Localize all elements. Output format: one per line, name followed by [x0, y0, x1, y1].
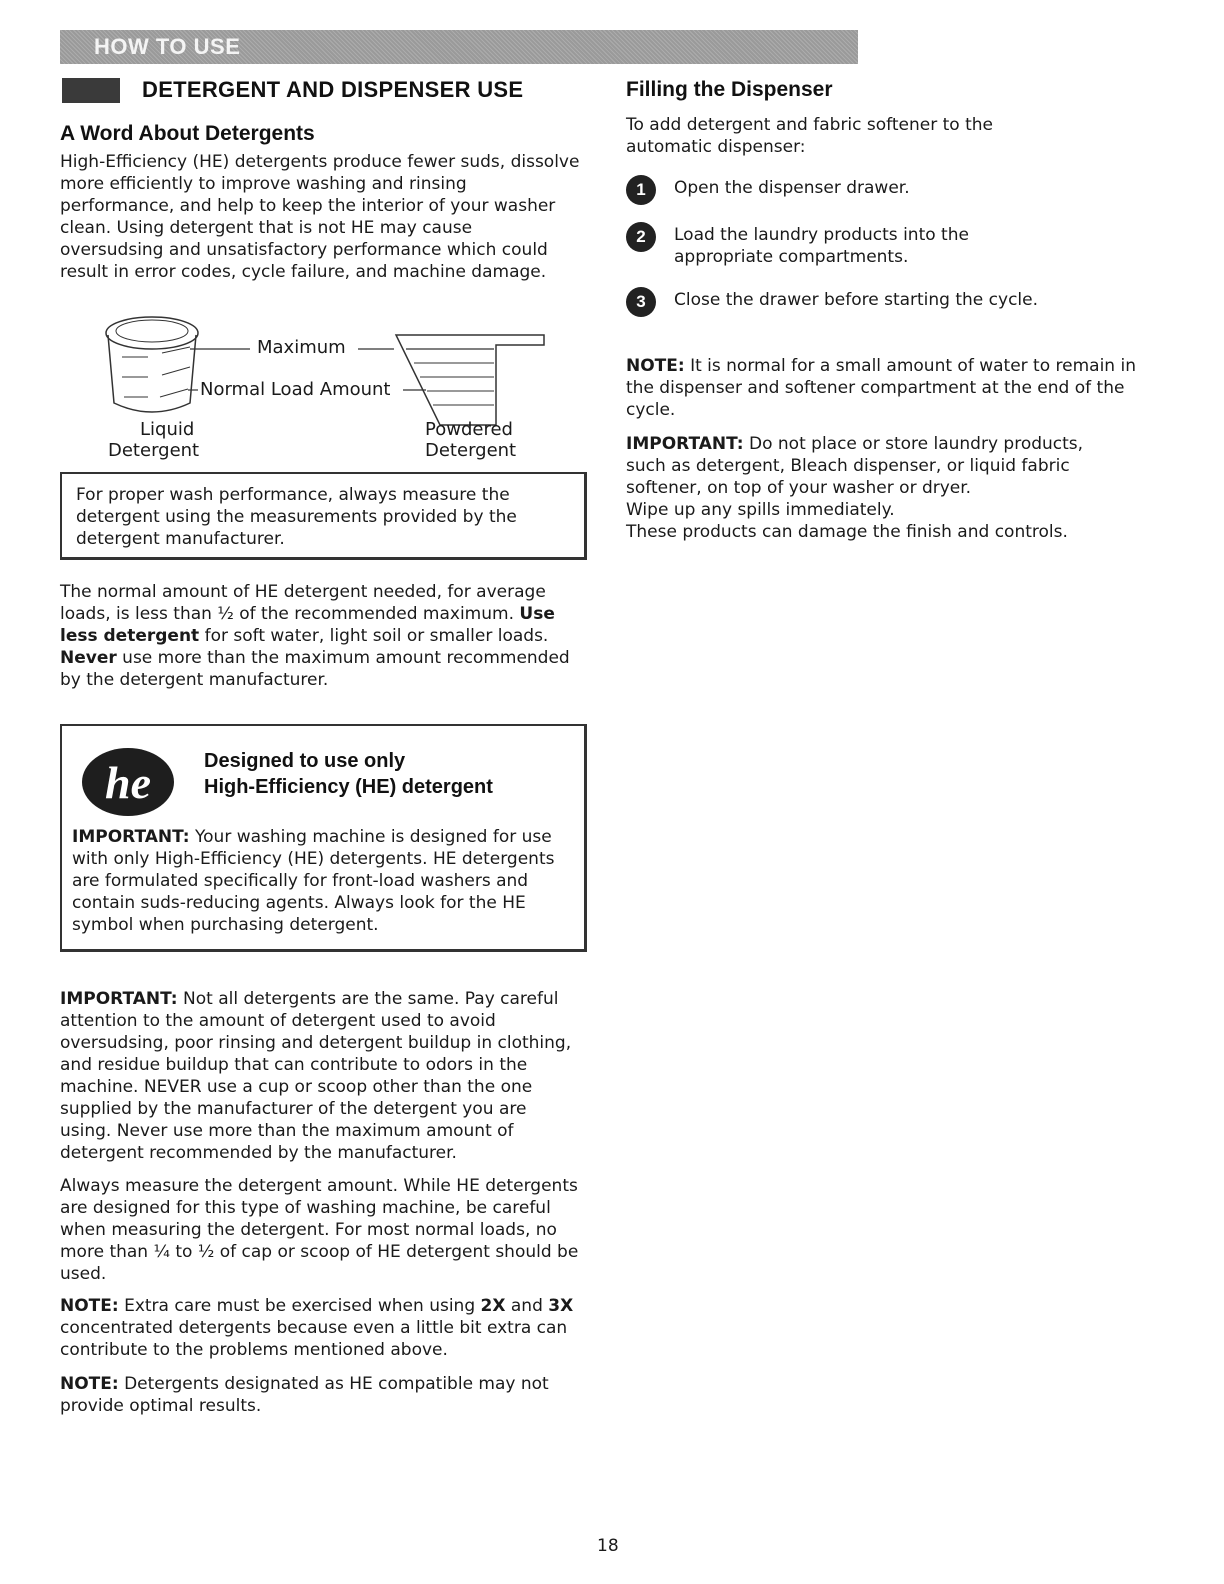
detergent-fill-diagram [100, 305, 570, 465]
he-box-title [204, 748, 493, 800]
step-1-number: 1 [626, 175, 656, 205]
normal-amount-text: The normal amount of HE detergent needed, for average loads, is less than ½ of the recommended maximum. [60, 582, 546, 624]
step-3-number: 3 [626, 287, 656, 317]
note1-label: NOTE: [60, 1296, 119, 1316]
damage-finish-text: These products can damage the finish and controls. [626, 522, 1068, 542]
max-amount-text: use more than the maximum amount recommended by the detergent manufacturer. [60, 648, 570, 690]
note1-3x: 3X [548, 1296, 574, 1316]
soft-water-text: for soft water, light soil or smaller loads. [204, 626, 549, 646]
note-he-compatible-paragraph [60, 1373, 580, 1417]
step-3 [626, 287, 1154, 317]
maximum-label: Maximum [257, 337, 346, 358]
page-number: 18 [597, 1536, 619, 1556]
he-important-label: IMPORTANT: [72, 827, 190, 847]
detergents-heading: A Word About Detergents [60, 122, 315, 145]
he-important-text: Your washing machine is designed for use with only High-Efficiency (HE) detergents. HE detergents are formulated specifically for front-load washers and contain suds-reducing agents. Always look for the HE symbol when purchasing detergent. [72, 827, 555, 935]
important2-text: Not all detergents are the same. Pay careful attention to the amount of detergent used to avoid oversudsing, poor rinsing and detergent buildup in clothing, and residue buildup that can contribute to odors in the machine. NEVER use a cup or scoop other than the one supplied by the manufacturer of the detergent you are using. Never use more than the maximum amount of detergent recommended by the manufacturer. [60, 989, 572, 1163]
powdered-label: Powdered [425, 419, 513, 440]
he-logo-text: he [105, 757, 151, 808]
storage-important-label: IMPORTANT: [626, 434, 744, 454]
liquid-label: Liquid [140, 419, 195, 440]
storage-important-paragraph [626, 433, 1106, 543]
note2-text: Detergents designated as HE compatible may not provide optimal results. [60, 1374, 549, 1416]
step-1-text: Open the dispenser drawer. [674, 178, 910, 198]
note-concentrated-paragraph [60, 1295, 580, 1361]
dispenser-note-paragraph [626, 355, 1166, 421]
he-important-paragraph [72, 826, 577, 936]
normal-amount-paragraph [60, 581, 590, 691]
section-header [62, 76, 523, 104]
section-banner [60, 30, 858, 64]
he-title-line1: Designed to use only [204, 750, 406, 772]
section-marker [62, 78, 120, 103]
wipe-spills-text: Wipe up any spills immediately. [626, 500, 895, 520]
use-less-emphasis: Use less detergent [60, 604, 555, 646]
note1-2x: 2X [480, 1296, 506, 1316]
filling-dispenser-heading: Filling the Dispenser [626, 78, 833, 101]
normal-load-label: Normal Load Amount [200, 379, 391, 400]
step-2-text: Load the laundry products into the appropriate compartments. [674, 225, 969, 267]
dispenser-note-text: It is normal for a small amount of water to remain in the dispenser and softener compartment at the end of the cycle. [626, 356, 1136, 420]
section-title: DETERGENT AND DISPENSER USE [142, 77, 524, 102]
note2-label: NOTE: [60, 1374, 119, 1394]
step-2-number: 2 [626, 222, 656, 252]
step-1 [626, 175, 1074, 205]
step-3-text: Close the drawer before starting the cycle. [674, 290, 1039, 310]
never-emphasis: Never [60, 648, 117, 668]
powdered-detergent-label: Detergent [425, 440, 517, 461]
always-measure-paragraph: Always measure the detergent amount. While HE detergents are designed for this type of washing machine, be careful when measuring the detergent. For most normal loads, no more than ¼ to ½ of cap or scoop of HE detergent should be used. [60, 1176, 579, 1284]
measure-note-text: For proper wash performance, always measure the detergent using the measurements provided by the detergent manufacturer. [76, 485, 517, 549]
important2-label: IMPORTANT: [60, 989, 178, 1009]
banner-label: HOW TO USE [94, 34, 241, 59]
liquid-detergent-label: Detergent [108, 440, 200, 461]
detergents-intro: High-Efficiency (HE) detergents produce fewer suds, dissolve more efficiently to improve washing and rinsing performance, and help to keep the interior of your washer clean. Using detergent that is not HE may cause oversudsing and unsatisfactory performance which could result in error codes, cycle failure, and machine damage. [60, 152, 580, 282]
he-title-line2: High-Efficiency (HE) detergent [204, 776, 493, 798]
note1-text-a: Extra care must be exercised when using [124, 1296, 476, 1316]
filling-intro: To add detergent and fabric softener to the automatic dispenser: [626, 115, 993, 157]
measure-note-box [60, 472, 587, 560]
note1-and: and [510, 1296, 543, 1316]
important-detergents-paragraph [60, 988, 580, 1164]
dispenser-note-label: NOTE: [626, 356, 685, 376]
step-2 [626, 222, 1004, 268]
he-logo-icon [78, 744, 178, 820]
storage-important-text: Do not place or store laundry products, such as detergent, Bleach dispenser, or liquid fabric softener, on top of your washer or dryer. [626, 434, 1084, 498]
note1-text-b: concentrated detergents because even a little bit extra can contribute to the problems mentioned above. [60, 1318, 568, 1360]
